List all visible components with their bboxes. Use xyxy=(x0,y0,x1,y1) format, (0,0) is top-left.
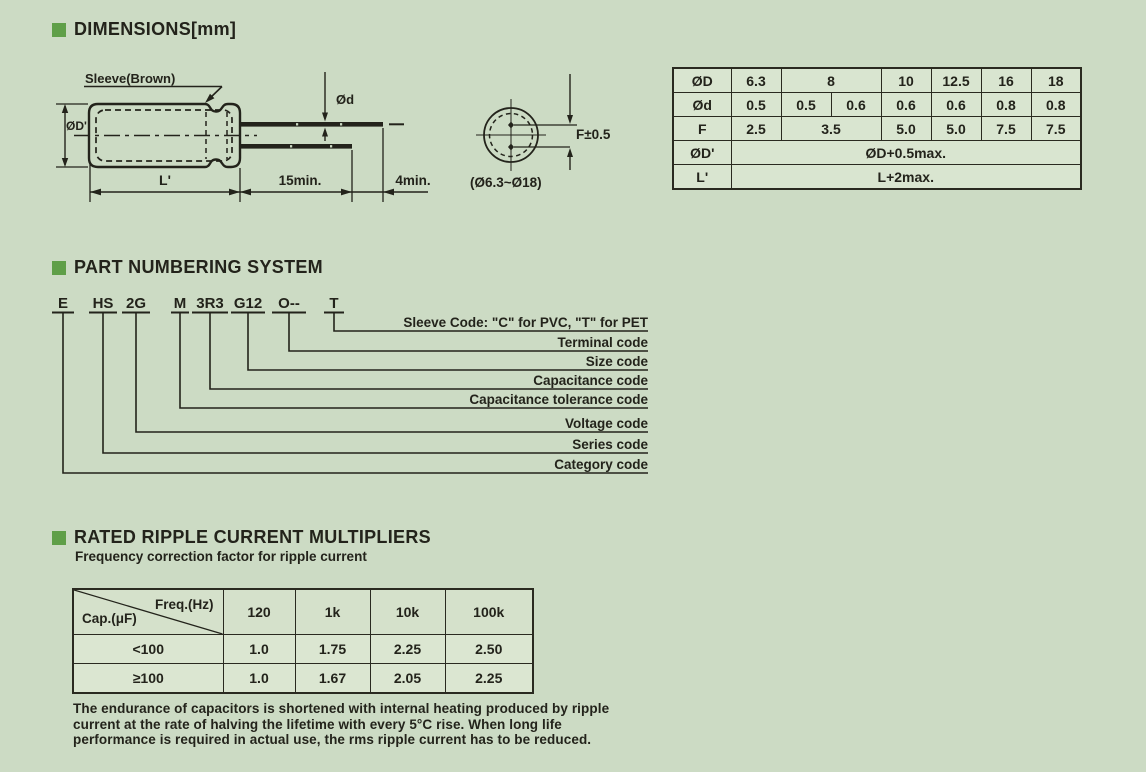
dimensions-section-header xyxy=(52,19,236,40)
ripple-title: RATED RIPPLE CURRENT MULTIPLIERS xyxy=(74,527,431,547)
dim-cell: 10 xyxy=(881,68,931,93)
multiplier-cell: 2.50 xyxy=(445,635,533,664)
dim-cell: 12.5 xyxy=(931,68,981,93)
freq-header: 1k xyxy=(295,589,370,635)
part-code-sleeve: T xyxy=(329,295,339,312)
multiplier-cell: 2.25 xyxy=(445,664,533,694)
multiplier-cell: 2.05 xyxy=(370,664,445,694)
body-dia-label: ØD' xyxy=(66,119,87,133)
lead-pitch-label: F±0.5 xyxy=(576,127,611,142)
dim-cell: 0.6 xyxy=(931,93,981,117)
corner-freq-label: Freq.(Hz) xyxy=(155,597,214,612)
multiplier-cell: 1.0 xyxy=(223,635,295,664)
part-code-voltage: 2G xyxy=(125,295,147,312)
dim-cell: 6.3 xyxy=(731,68,781,93)
dim-cell: 7.5 xyxy=(981,117,1031,141)
dim-cell: 0.5 xyxy=(781,93,831,117)
part-label-terminal: Terminal code xyxy=(557,335,648,350)
part-label-capacitance: Capacitance code xyxy=(533,373,648,388)
dim-cell: 8 xyxy=(781,68,881,93)
sleeve-label: Sleeve(Brown) xyxy=(85,71,176,86)
multiplier-cell: 1.0 xyxy=(223,664,295,694)
dim-cell: 5.0 xyxy=(931,117,981,141)
part-code-terminal: O-- xyxy=(278,295,300,312)
section-bullet-icon xyxy=(52,23,66,37)
part-label-tolerance: Capacitance tolerance code xyxy=(469,392,648,407)
part-code-capacitance: 3R3 xyxy=(196,295,224,312)
dim-cell: 0.6 xyxy=(881,93,931,117)
dim-cell: 0.8 xyxy=(1031,93,1081,117)
dim-row-lprime xyxy=(673,165,1081,190)
part-numbering-title: PART NUMBERING SYSTEM xyxy=(74,257,323,277)
length-dimensions xyxy=(90,128,431,202)
lead-tip-label: 4min. xyxy=(395,173,431,188)
body-length-label: L' xyxy=(159,172,171,188)
dim-label: F xyxy=(673,117,731,141)
dia-range-label: (Ø6.3~Ø18) xyxy=(470,175,542,190)
note-line: current at the rate of halving the lifetime with every 5°C rise. When long life xyxy=(73,716,562,732)
cap-range: ≥100 xyxy=(73,664,223,694)
freq-header: 10k xyxy=(370,589,445,635)
part-numbering-diagram xyxy=(45,292,660,487)
dimensions-title: DIMENSIONS[mm] xyxy=(74,19,237,39)
ripple-row-lt100 xyxy=(73,635,533,664)
lead-dia-label: Ød xyxy=(336,92,355,107)
dim-cell: 7.5 xyxy=(1031,117,1081,141)
dim-row-dia xyxy=(673,68,1081,93)
ripple-corner-cell xyxy=(73,589,223,635)
cap-range: <100 xyxy=(73,635,223,664)
part-code-category: E xyxy=(57,295,69,312)
part-code-tolerance: M xyxy=(173,295,187,312)
part-label-category: Category code xyxy=(554,457,648,472)
dim-cell: 0.8 xyxy=(981,93,1031,117)
capacitor-dimension-drawing xyxy=(40,65,660,215)
dim-cell: L+2max. xyxy=(731,165,1081,190)
dim-label: ØD xyxy=(673,68,731,93)
part-code-series: HS xyxy=(92,295,114,312)
part-label-size: Size code xyxy=(585,354,648,369)
section-bullet-icon xyxy=(52,531,66,545)
dim-cell: ØD+0.5max. xyxy=(731,141,1081,165)
note-line: The endurance of capacitors is shortened with internal heating produced by ripple xyxy=(73,701,610,716)
part-label-sleeve: Sleeve Code: "C" for PVC, "T" for PET xyxy=(403,315,648,330)
multiplier-cell: 1.75 xyxy=(295,635,370,664)
ripple-subtitle: Frequency correction factor for ripple current xyxy=(75,549,367,564)
corner-cap-label: Cap.(μF) xyxy=(82,611,137,626)
lead-dia-dimension xyxy=(322,72,328,141)
capacitor-body-outline xyxy=(74,104,257,167)
ripple-table xyxy=(72,588,534,694)
dim-cell: 2.5 xyxy=(731,117,781,141)
part-numbering-section-header xyxy=(52,257,323,278)
ripple-section-header xyxy=(52,527,431,548)
dim-cell: 16 xyxy=(981,68,1031,93)
part-label-voltage: Voltage code xyxy=(564,416,648,431)
sleeve-leader-arrow xyxy=(84,87,222,104)
dim-cell: 0.5 xyxy=(731,93,781,117)
dim-cell: 0.6 xyxy=(831,93,881,117)
endurance-note xyxy=(73,701,609,748)
dim-label: ØD' xyxy=(673,141,731,165)
dim-label: Ød xyxy=(673,93,731,117)
dim-cell: 3.5 xyxy=(781,117,881,141)
part-code-size: G12 xyxy=(233,295,263,312)
dim-cell: 18 xyxy=(1031,68,1081,93)
section-bullet-icon xyxy=(52,261,66,275)
part-label-series: Series code xyxy=(572,437,648,452)
ripple-row-gte100 xyxy=(73,664,533,694)
multiplier-cell: 1.67 xyxy=(295,664,370,694)
dim-row-pitch xyxy=(673,117,1081,141)
dim-row-dprime xyxy=(673,141,1081,165)
end-view-drawing xyxy=(476,74,577,171)
capacitor-leads xyxy=(240,122,404,149)
dim-label: L' xyxy=(673,165,731,190)
multiplier-cell: 2.25 xyxy=(370,635,445,664)
dimensions-table xyxy=(672,67,1082,190)
lead-length-label: 15min. xyxy=(278,173,322,188)
dim-row-lead xyxy=(673,93,1081,117)
freq-header: 120 xyxy=(223,589,295,635)
note-line: performance is required in actual use, the rms ripple current has to be reduced. xyxy=(73,732,592,748)
ripple-header-row xyxy=(73,589,533,635)
freq-header: 100k xyxy=(445,589,533,635)
dim-cell: 5.0 xyxy=(881,117,931,141)
